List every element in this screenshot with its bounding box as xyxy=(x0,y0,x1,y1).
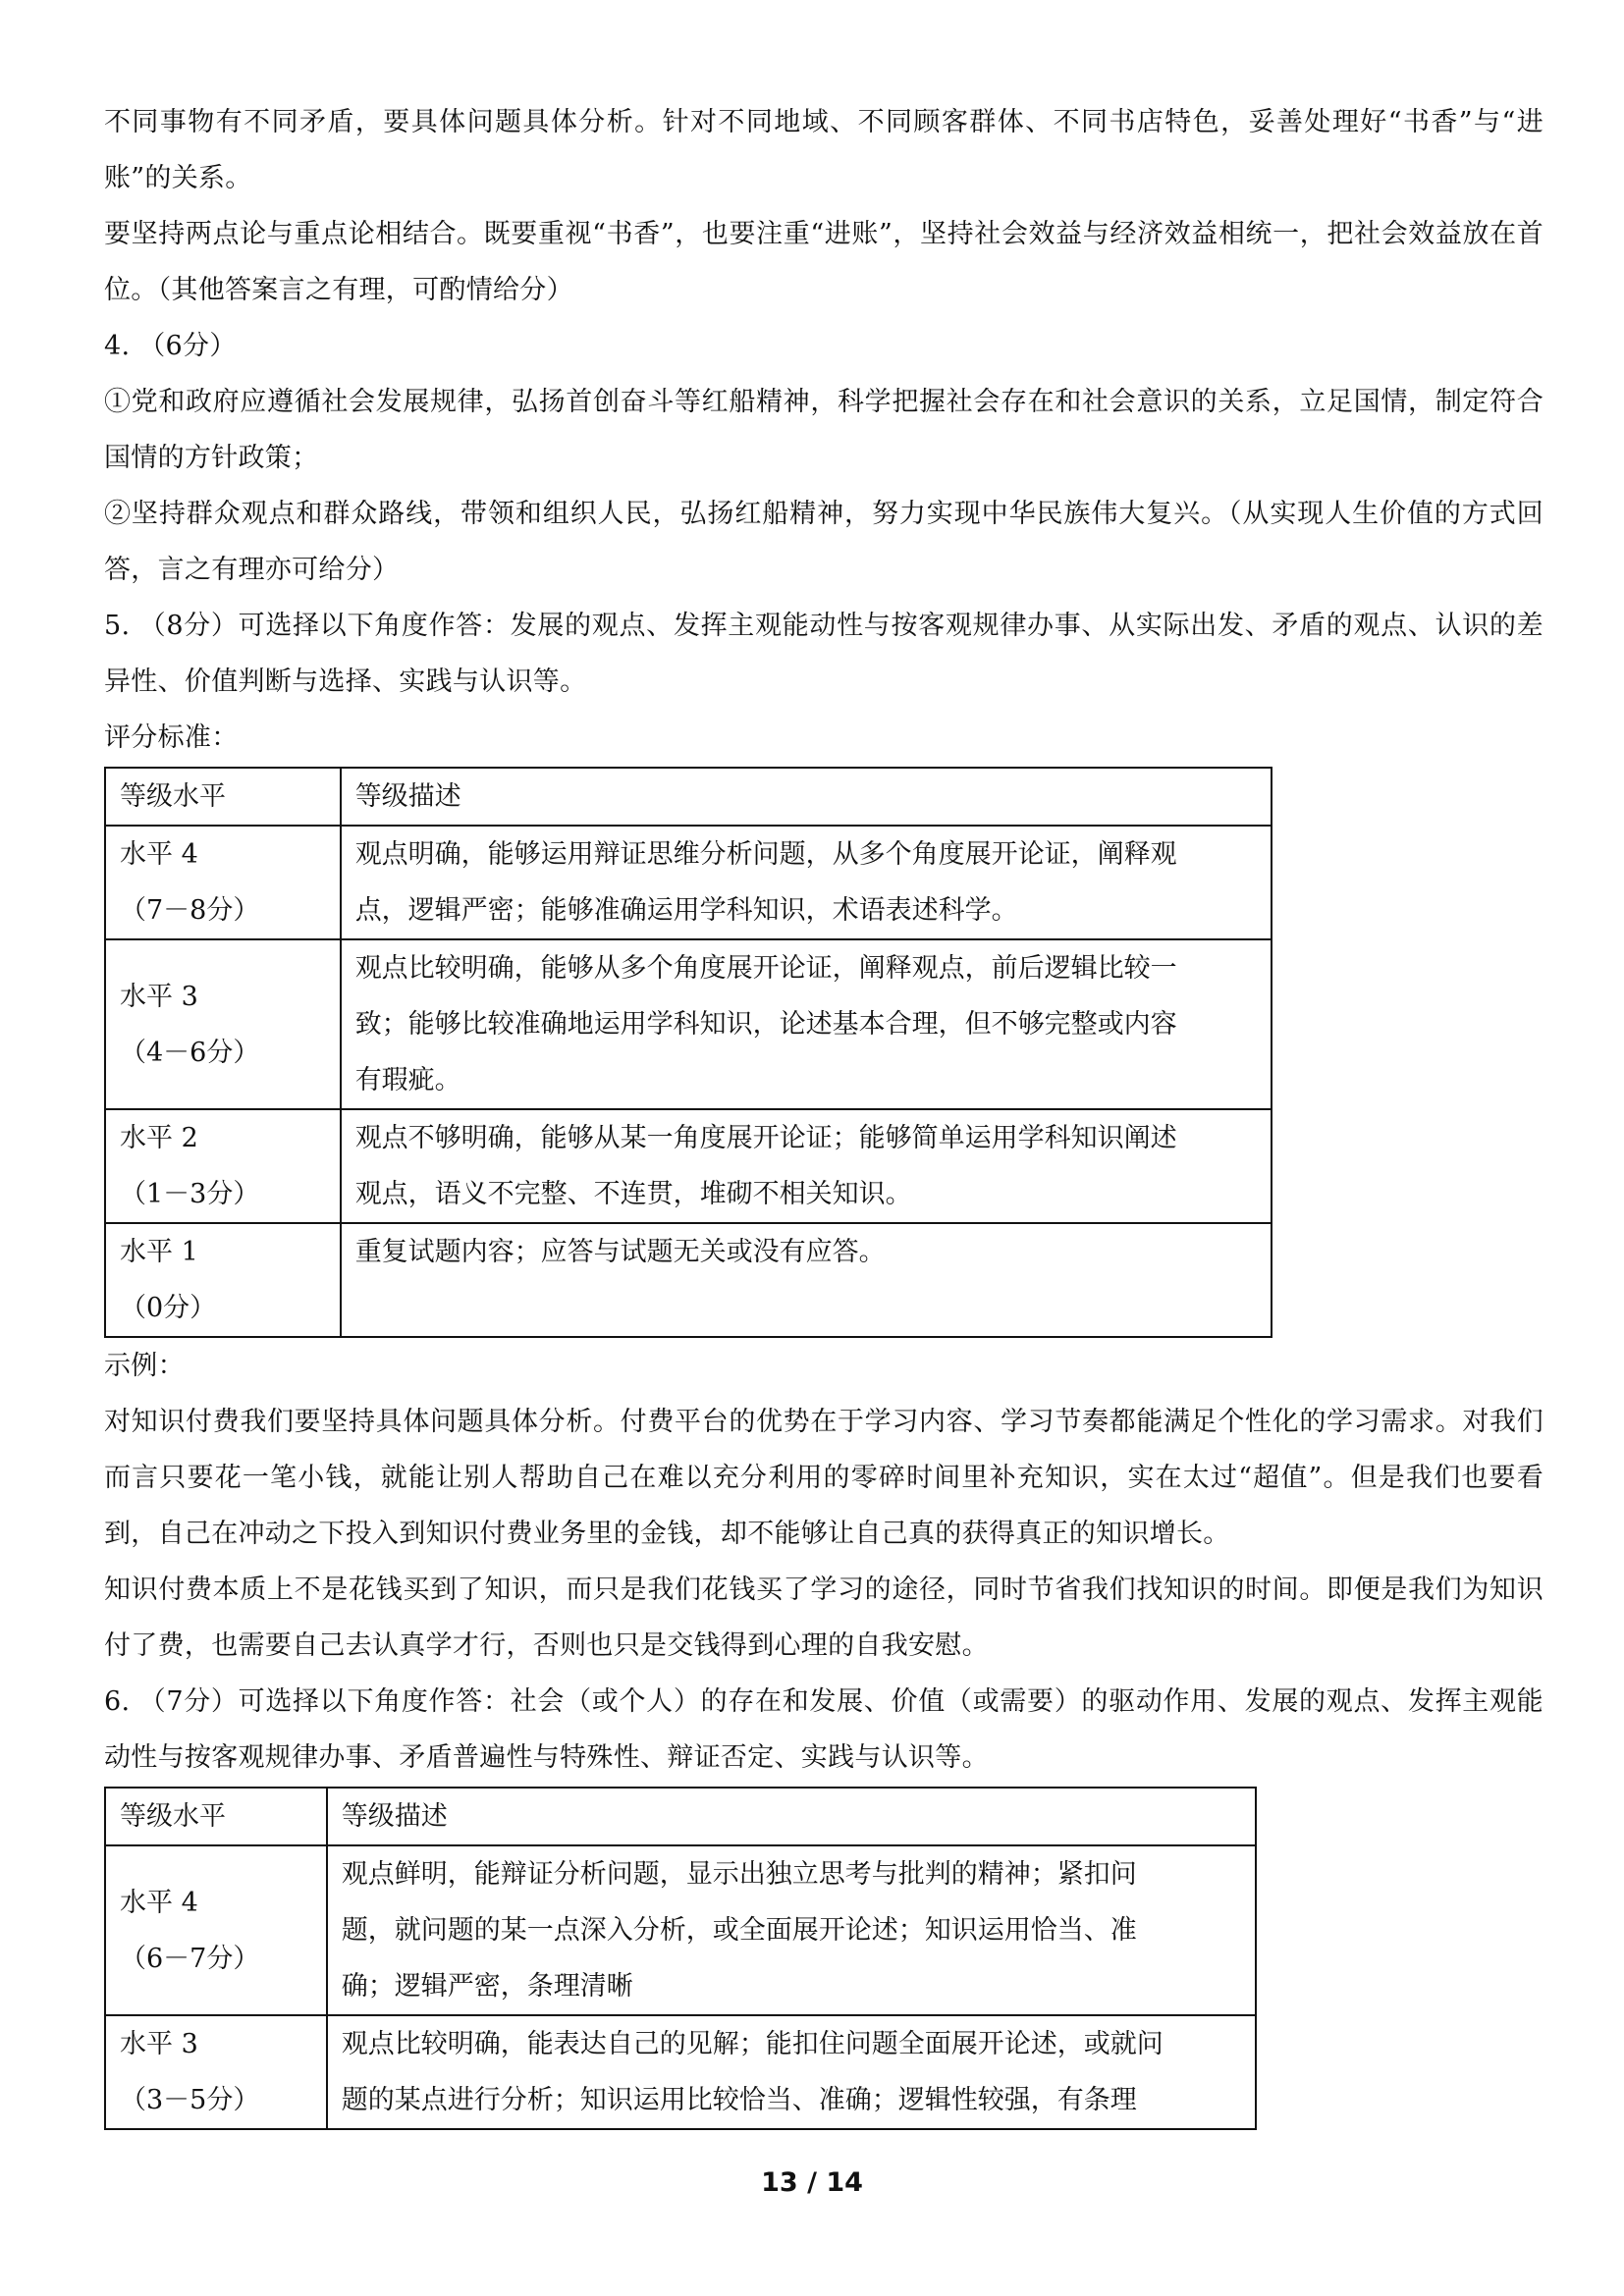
level-cell: 水平 2 （1－3分） xyxy=(105,1109,341,1223)
example-paragraph: 知识付费本质上不是花钱买到了知识，而只是我们花钱买了学习的途径，同时节省我们找知识的时间。即便是我们为知识付了费，也需要自己去认真学才行，否则也只是交钱得到心理的自我安慰。 xyxy=(104,1575,1543,1661)
level-cell: 水平 4 （6－7分） xyxy=(105,1845,327,2015)
table-row xyxy=(105,939,1272,1109)
table-header-row xyxy=(105,768,1272,826)
description-cell: 观点不够明确，能够从某一角度展开论证；能够简单运用学科知识阐述 观点，语义不完整、不连贯，堆砌不相关知识。 xyxy=(341,1109,1272,1223)
paragraph: ②坚持群众观点和群众路线，带领和组织人民，弘扬红船精神，努力实现中华民族伟大复兴。（从实现人生价值的方式回答，言之有理亦可给分） xyxy=(104,499,1543,585)
scoring-criteria-label: 评分标准： xyxy=(104,722,239,753)
example-label: 示例： xyxy=(104,1351,185,1381)
level-cell: 水平 3 （4－6分） xyxy=(105,939,341,1109)
description-cell: 观点明确，能够运用辩证思维分析问题，从多个角度展开论证，阐释观 点，逻辑严密；能够准确运用学科知识，术语表述科学。 xyxy=(341,826,1272,939)
question-6-paragraph: 6. （7分）可选择以下角度作答：社会（或个人）的存在和发展、价值（或需要）的驱动作用、发展的观点、发挥主观能动性与按客观规律办事、矛盾普遍性与特殊性、辩证否定、实践与认识等。 xyxy=(104,1686,1543,1773)
level-cell: 水平 3 （3－5分） xyxy=(105,2015,327,2129)
table-row xyxy=(105,1845,1256,2015)
page-number: 13 / 14 xyxy=(761,2167,863,2198)
description-cell: 重复试题内容；应答与试题无关或没有应答。 xyxy=(341,1223,1272,1337)
paragraph: ①党和政府应遵循社会发展规律，弘扬首创奋斗等红船精神，科学把握社会存在和社会意识的关系，立足国情，制定符合国情的方针政策； xyxy=(104,387,1543,473)
example-paragraph: 对知识付费我们要坚持具体问题具体分析。付费平台的优势在于学习内容、学习节奏都能满足个性化的学习需求。对我们而言只要花一笔小钱，就能让别人帮助自己在难以充分利用的零碎时间里补充知识，实在太过“超值”。但是我们也要看到，自己在冲动之下投入到知识付费业务里的金钱，却不能够让自己真的获得真正的知识增长。 xyxy=(104,1407,1543,1549)
page-content xyxy=(104,94,1543,2130)
table-row xyxy=(105,826,1272,939)
question-4-heading: 4. （6分） xyxy=(104,331,237,361)
table-row xyxy=(105,1223,1272,1337)
paragraph: 要坚持两点论与重点论相结合。既要重视“书香”，也要注重“进账”，坚持社会效益与经济效益相统一，把社会效益放在首位。（其他答案言之有理，可酌情给分） xyxy=(104,219,1543,305)
description-cell: 观点比较明确，能够从多个角度展开论证，阐释观点，前后逻辑比较一 致；能够比较准确地运用学科知识，论述基本合理，但不够完整或内容 有瑕疵。 xyxy=(341,939,1272,1109)
table-header-row xyxy=(105,1788,1256,1845)
rubric-table-q6 xyxy=(104,1787,1257,2130)
table-row xyxy=(105,2015,1256,2129)
level-cell: 水平 1 （0分） xyxy=(105,1223,341,1337)
table-row xyxy=(105,1109,1272,1223)
paragraph: 不同事物有不同矛盾，要具体问题具体分析。针对不同地域、不同顾客群体、不同书店特色，妥善处理好“书香”与“进账”的关系。 xyxy=(104,107,1543,193)
header-cell-level: 等级水平 xyxy=(105,768,341,826)
header-cell-level: 等级水平 xyxy=(105,1788,327,1845)
header-cell-description: 等级描述 xyxy=(327,1788,1256,1845)
description-cell: 观点比较明确，能表达自己的见解；能扣住问题全面展开论述，或就问 题的某点进行分析；知识运用比较恰当、准确；逻辑性较强，有条理 xyxy=(327,2015,1256,2129)
description-cell: 观点鲜明，能辩证分析问题，显示出独立思考与批判的精神；紧扣问 题，就问题的某一点深入分析，或全面展开论述；知识运用恰当、准 确；逻辑严密，条理清晰 xyxy=(327,1845,1256,2015)
level-cell: 水平 4 （7－8分） xyxy=(105,826,341,939)
question-5-paragraph: 5. （8分）可选择以下角度作答：发展的观点、发挥主观能动性与按客观规律办事、从实际出发、矛盾的观点、认识的差异性、价值判断与选择、实践与认识等。 xyxy=(104,611,1543,697)
rubric-table-q5 xyxy=(104,767,1272,1338)
header-cell-description: 等级描述 xyxy=(341,768,1272,826)
